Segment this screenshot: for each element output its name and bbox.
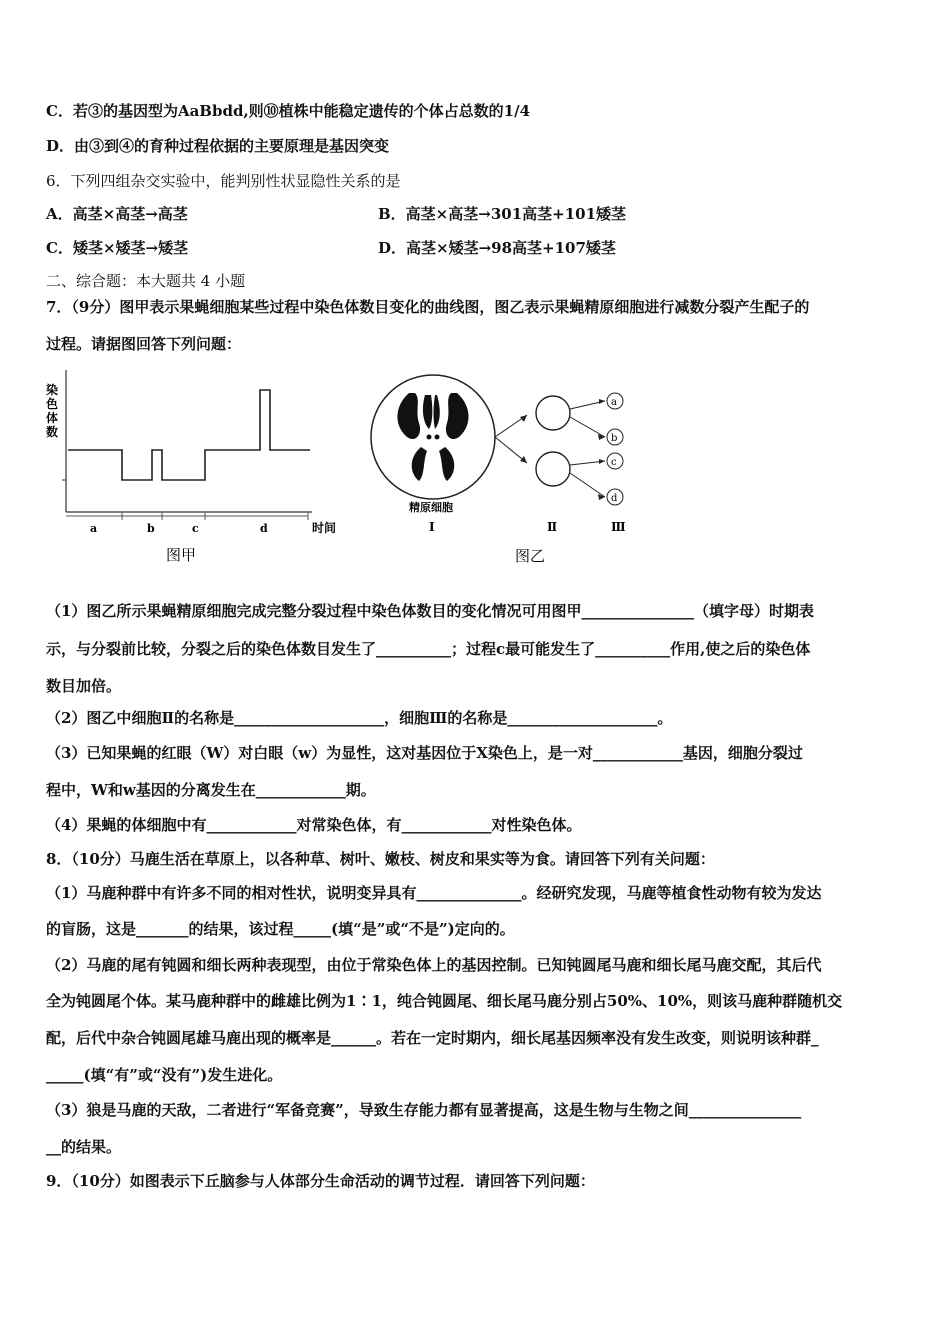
figure-a-tick-d: d	[260, 522, 268, 535]
q7-part1-line2: 示，与分裂前比较，分裂之后的染色体数目发生了__________；过程c最可能发生了__________作用,使之后的染色体	[46, 640, 811, 658]
figure-a-ylabel-0: 染	[46, 383, 59, 397]
stage-label-3: Ⅲ	[611, 520, 626, 534]
gamete-label-d: d	[611, 493, 618, 504]
q7-part3-line1: （3）已知果蝇的红眼（W）对白眼（w）为显性，这对基因位于X染色上，是一对____________基因，细胞分裂过	[46, 744, 803, 762]
gamete-label-b: b	[611, 433, 618, 444]
figure-a-tick-c: c	[192, 522, 199, 535]
q7-part4: （4）果蝇的体细胞中有____________对常染色体，有____________对性染色体。	[46, 816, 582, 834]
q8-part2-line4: _____(填“有”或“没有”)发生进化。	[46, 1066, 283, 1084]
question-6-option-c: C．矮茎×矮茎→矮茎	[46, 239, 189, 257]
q7-part1-line1: （1）图乙所示果蝇精原细胞完成完整分裂过程中染色体数目的变化情况可用图甲_______________（填字母）时期表	[46, 602, 814, 620]
spermatogonium-cell	[371, 375, 495, 499]
gamete-label-c: c	[611, 457, 617, 468]
q7-part2: （2）图乙中细胞Ⅱ的名称是____________________，细胞Ⅲ的名称是____________________。	[46, 709, 673, 727]
stage-label-1: Ⅰ	[429, 520, 435, 534]
figure-b-diagram	[365, 365, 645, 570]
chromosome-icon	[434, 395, 440, 429]
figure-a-ylabel-2: 体	[46, 411, 59, 425]
figure-a-caption: 图甲	[166, 546, 197, 564]
q7-part3-line2: 程中，W和w基因的分离发生在____________期。	[46, 781, 376, 799]
q8-part1-line2: 的盲肠，这是_______的结果，该过程_____(填“是”或“不是”)定向的。	[46, 920, 515, 938]
option-d: D．由③到④的育种过程依据的主要原理是基因突变	[46, 137, 390, 155]
chromosome-icon	[397, 393, 420, 439]
figure-a-chart	[40, 370, 360, 570]
q8-part1-line1: （1）马鹿种群中有许多不同的相对性状，说明变异具有______________。经研究发现，马鹿等植食性动物有较为发达	[46, 884, 822, 902]
arrowhead-icon	[520, 456, 527, 463]
arrow-icon	[570, 473, 605, 497]
question-6-stem: 6．下列四组杂交实验中，能判别性状显隐性关系的是	[46, 172, 401, 190]
chromosome-icon	[446, 393, 469, 439]
figure-a-xlabel: 时间	[312, 521, 337, 535]
q8-part2-line1: （2）马鹿的尾有钝圆和细长两种表现型，由位于常染色体上的基因控制。已知钝圆尾马鹿和细长尾马鹿交配，其后代	[46, 956, 822, 974]
cell-label: 精原细胞	[409, 501, 453, 514]
q8-part3-line1: （3）狼是马鹿的天敌，二者进行“军备竞赛”，导致生存能力都有显著提高，这是生物与生物之间_______________	[46, 1101, 802, 1119]
question-6-option-a: A．高茎×高茎→高茎	[46, 205, 188, 223]
figure-a-curve	[68, 390, 310, 480]
chromosome-icon	[423, 395, 432, 429]
figure-b-caption: 图乙	[515, 547, 546, 565]
chromosome-icon	[412, 447, 427, 481]
question-6-option-d: D．高茎×矮茎→98高茎+107矮茎	[378, 239, 616, 257]
stage-label-2: Ⅱ	[547, 520, 558, 534]
figure-a-ylabel-3: 数	[46, 425, 59, 439]
figure-a-tick-b: b	[147, 522, 155, 535]
chromosome-dot	[427, 435, 432, 440]
section-heading: 二、综合题：本大题共 4 小题	[46, 272, 246, 290]
question-9-stem: 9．（10分）如图表示下丘脑参与人体部分生命活动的调节过程．请回答下列问题：	[46, 1172, 595, 1190]
arrow-icon	[570, 417, 605, 437]
gamete-label-a: a	[611, 397, 617, 408]
q8-part2-line3: 配，后代中杂合钝圆尾雄马鹿出现的概率是______。若在一定时期内，细长尾基因频率没有发生改变，则说明该种群_	[46, 1029, 819, 1047]
figure-a-ylabel-1: 色	[46, 397, 59, 411]
secondary-cell	[536, 452, 570, 486]
figure-a-tick-a: a	[90, 522, 98, 535]
q8-part3-line2: __的结果。	[46, 1138, 122, 1156]
q8-part2-line2: 全为钝圆尾个体。某马鹿种群中的雌雄比例为1∶1，纯合钝圆尾、细长尾马鹿分别占50%、10%，则该马鹿种群随机交	[46, 992, 843, 1010]
question-6-option-b: B．高茎×高茎→301高茎+101矮茎	[378, 205, 627, 223]
chromosome-icon	[439, 447, 454, 481]
question-7-stem-2: 过程。请据图回答下列问题：	[46, 335, 242, 353]
chromosome-dot	[435, 435, 440, 440]
q7-part1-line3: 数目加倍。	[46, 677, 122, 695]
option-c: C．若③的基因型为AaBbdd,则⑩植株中能稳定遗传的个体占总数的1/4	[46, 102, 531, 120]
question-7-stem-1: 7．（9分）图甲表示果蝇细胞某些过程中染色体数目变化的曲线图，图乙表示果蝇精原细胞进行减数分裂产生配子的	[46, 298, 810, 316]
secondary-cell	[536, 396, 570, 430]
question-8-stem: 8．（10分）马鹿生活在草原上，以各种草、树叶、嫩枝、树皮和果实等为食。请回答下列有关问题：	[46, 850, 715, 868]
